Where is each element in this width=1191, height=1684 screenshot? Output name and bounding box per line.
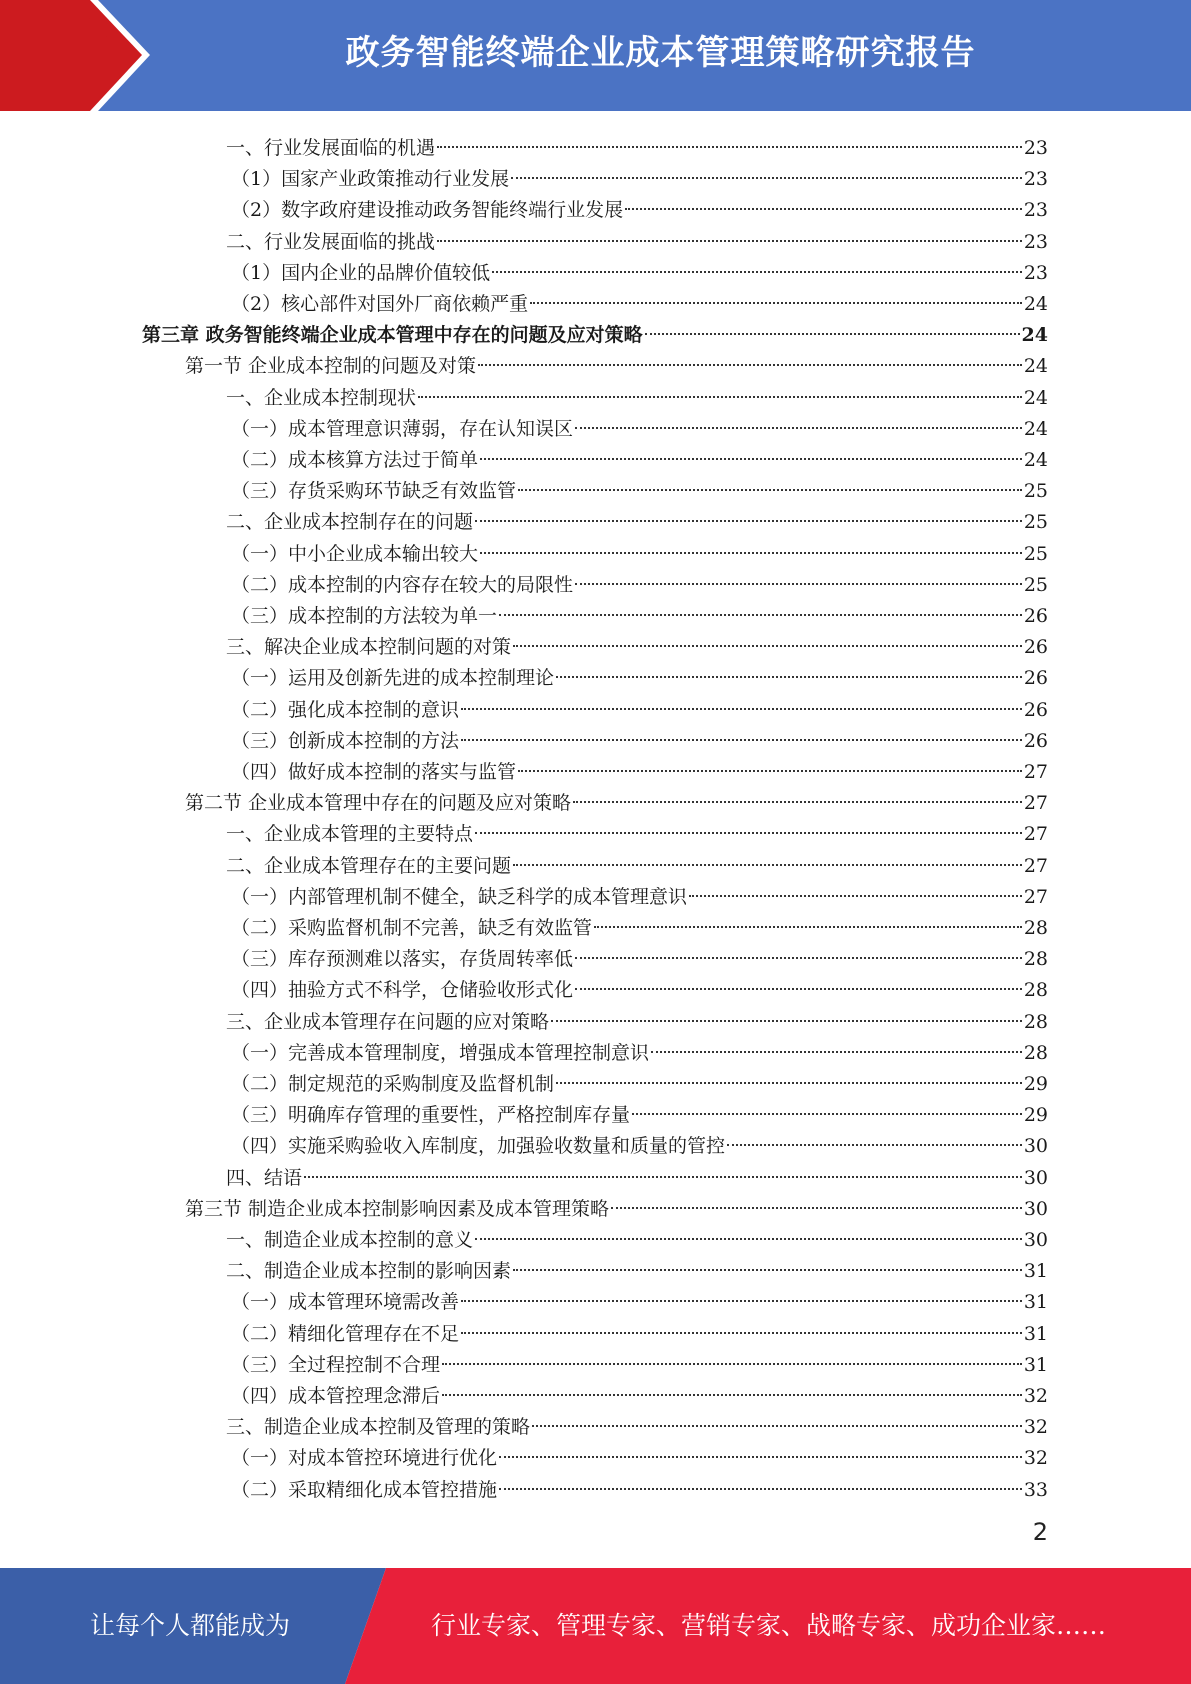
toc-entry-title: 一、制造企业成本控制的意义 (226, 1229, 474, 1251)
toc-leader-dots (594, 902, 1022, 928)
page-header (0, 0, 1191, 111)
toc-entry-page: 23 (1023, 261, 1048, 284)
toc-entry-title: （三）创新成本控制的方法 (231, 729, 460, 752)
toc-entry-page: 24 (1023, 293, 1048, 315)
toc-entry-page: 24 (1023, 417, 1048, 440)
toc-entry-title: 第二节 企业成本管理中存在的问题及应对策略 (185, 792, 572, 815)
toc-entry-title: （四）做好成本控制的落实与监管 (231, 761, 517, 783)
toc-entry-title: （1）国内企业的品牌价值较低 (231, 261, 491, 284)
toc-entry-title: （三）明确库存管理的重要性，严格控制库存量 (231, 1104, 631, 1127)
toc-entry-page: 24 (1023, 449, 1048, 471)
toc-leader-dots (461, 1276, 1022, 1302)
toc-leader-dots (532, 1401, 1022, 1427)
toc-entry-page: 29 (1023, 1073, 1048, 1095)
toc-entry-page: 30 (1023, 1197, 1048, 1220)
toc-leader-dots (513, 621, 1022, 647)
toc-entry-title: 二、行业发展面临的挑战 (226, 230, 436, 253)
toc-leader-dots (513, 840, 1022, 866)
page-number: 2 (1032, 1518, 1048, 1546)
toc-entry-title: （一）成本管理环境需改善 (231, 1291, 460, 1314)
toc-entry-page: 29 (1023, 1104, 1048, 1127)
toc-entry-title: （四）抽验方式不科学，仓储验收形式化 (231, 979, 574, 1002)
toc-entry-title: （二）采购监督机制不完善，缺乏有效监管 (231, 917, 593, 939)
toc-leader-dots (461, 684, 1022, 710)
toc-entry-title: （二）采取精细化成本管控措施 (231, 1478, 498, 1501)
toc-leader-dots (480, 528, 1022, 554)
page-footer (0, 1568, 1191, 1684)
toc-leader-dots (499, 590, 1022, 616)
toc-entry-title: 一、企业成本控制现状 (226, 386, 417, 409)
toc-entry-title: （一）完善成本管理制度，增强成本管理控制意识 (231, 1041, 650, 1064)
toc-entry-title: 第一节 企业成本控制的问题及对策 (185, 355, 477, 378)
toc-entry-page: 26 (1023, 698, 1048, 721)
toc-leader-dots (499, 1432, 1022, 1458)
toc-leader-dots (575, 964, 1022, 990)
toc-entry-title: 二、企业成本控制存在的问题 (226, 511, 474, 534)
toc-leader-dots (632, 1089, 1022, 1115)
toc-leader-dots (556, 1058, 1022, 1084)
toc-entry-title: 第三节 制造企业成本控制影响因素及成本管理策略 (185, 1197, 610, 1220)
toc-entry-page: 30 (1023, 1166, 1048, 1189)
toc-entry-title: （四）成本管控理念滞后 (231, 1385, 441, 1407)
toc-entry-page: 25 (1023, 511, 1048, 534)
toc-entry-page: 31 (1023, 1291, 1048, 1314)
toc-leader-dots (645, 309, 1020, 335)
toc-leader-dots (625, 184, 1022, 210)
toc-leader-dots (492, 247, 1022, 273)
toc-leader-dots (475, 808, 1022, 834)
toc-entry-page: 23 (1023, 230, 1048, 253)
toc-entry-title: 三、企业成本管理存在问题的应对策略 (226, 1010, 550, 1033)
toc-entry-page: 27 (1023, 885, 1048, 908)
toc-leader-dots (611, 1183, 1022, 1209)
toc-leader-dots (575, 559, 1022, 585)
toc-leader-dots (478, 340, 1022, 366)
toc-leader-dots (513, 1245, 1022, 1271)
toc-entry-title: 三、解决企业成本控制问题的对策 (226, 636, 512, 659)
toc-entry-title: （三）存货采购环节缺乏有效监管 (231, 480, 517, 503)
toc-entry-page: 25 (1023, 573, 1048, 596)
toc-entry-title: 二、企业成本管理存在的主要问题 (226, 854, 512, 877)
toc-leader-dots (461, 715, 1022, 741)
footer-slogan-left: 让每个人都能成为 (89, 1611, 290, 1640)
toc-entry-page: 31 (1023, 1353, 1048, 1376)
toc-entry-page: 23 (1023, 199, 1048, 222)
toc-entry-page: 24 (1021, 324, 1048, 347)
toc-entry-page: 27 (1023, 761, 1048, 783)
toc-leader-dots (304, 1152, 1022, 1178)
toc-leader-dots (556, 652, 1022, 678)
toc-leader-dots (437, 122, 1022, 148)
toc-entry-page: 26 (1023, 636, 1048, 659)
toc-entry-page: 30 (1023, 1229, 1048, 1251)
toc-entry-title: （二）精细化管理存在不足 (231, 1322, 460, 1345)
toc-entry-title: （一）中小企业成本输出较大 (231, 542, 479, 565)
toc-entry-page: 32 (1023, 1447, 1048, 1470)
toc-leader-dots (437, 216, 1022, 242)
toc-entry-page: 28 (1023, 1041, 1048, 1064)
toc-entry-title: 二、制造企业成本控制的影响因素 (226, 1260, 512, 1283)
toc-entry-page: 33 (1023, 1478, 1048, 1501)
toc-entry-title: 第三章 政务智能终端企业成本管理中存在的问题及应对策略 (142, 324, 643, 347)
footer-slogan-right: 行业专家、管理专家、营销专家、战略专家、成功企业家…… (430, 1611, 1106, 1640)
toc-entry-page: 28 (1023, 979, 1048, 1002)
toc-leader-dots (418, 372, 1022, 398)
toc-entry-title: （二）成本控制的内容存在较大的局限性 (231, 573, 574, 596)
report-title: 政务智能终端企业成本管理策略研究报告 (345, 33, 976, 73)
toc-entry-title: （二）制定规范的采购制度及监督机制 (231, 1073, 555, 1095)
toc-leader-dots (499, 1464, 1022, 1490)
toc-entry-title: （一）对成本管控环境进行优化 (231, 1447, 498, 1470)
toc-leader-dots (575, 403, 1022, 429)
toc-entry-page: 26 (1023, 667, 1048, 690)
toc-entry-title: 一、企业成本管理的主要特点 (226, 823, 474, 846)
toc-entry-title: 一、行业发展面临的机遇 (226, 137, 436, 159)
toc-entry-page: 23 (1023, 137, 1048, 159)
toc-leader-dots (727, 1120, 1022, 1146)
toc-entry-page: 26 (1023, 729, 1048, 752)
toc-leader-dots (511, 153, 1022, 179)
toc-entry-page: 32 (1023, 1385, 1048, 1407)
toc-entry-page: 27 (1023, 854, 1048, 877)
toc-entry-page: 27 (1023, 823, 1048, 846)
toc-entry-page: 28 (1023, 1010, 1048, 1033)
toc-entry-title: （二）强化成本控制的意识 (231, 698, 460, 721)
toc-entry-title: （二）成本核算方法过于简单 (231, 449, 479, 471)
toc-entry-page: 30 (1023, 1135, 1048, 1158)
toc-entry-page: 26 (1023, 605, 1048, 627)
toc-entry-page: 24 (1023, 355, 1048, 378)
toc-entry-title: （一）运用及创新先进的成本控制理论 (231, 667, 555, 690)
toc-leader-dots (442, 1370, 1022, 1396)
toc-leader-dots (461, 1308, 1022, 1334)
toc-entry-page: 25 (1023, 542, 1048, 565)
toc-entry-title: （一）内部管理机制不健全，缺乏科学的成本管理意识 (231, 885, 688, 908)
toc-leader-dots (530, 278, 1022, 304)
toc-entry-page: 31 (1023, 1322, 1048, 1345)
toc-entry-page: 23 (1023, 168, 1048, 191)
toc-entry[interactable] (231, 1470, 1048, 1501)
toc-leader-dots (551, 996, 1022, 1022)
toc-entry-page: 32 (1023, 1416, 1048, 1439)
toc-entry-title: （四）实施采购验收入库制度，加强验收数量和质量的管控 (231, 1135, 726, 1158)
toc-entry-page: 24 (1023, 386, 1048, 409)
toc-entry-title: （三）成本控制的方法较为单一 (231, 605, 498, 627)
toc-entry-title: （三）全过程控制不合理 (231, 1353, 441, 1376)
toc-entry-page: 28 (1023, 948, 1048, 971)
toc-leader-dots (651, 1027, 1022, 1053)
toc-entry-title: 三、制造企业成本控制及管理的策略 (226, 1416, 531, 1439)
toc-entry-title: （三）库存预测难以落实，存货周转率低 (231, 948, 574, 971)
toc-leader-dots (475, 1214, 1022, 1240)
toc-entry-title: （2）数字政府建设推动政务智能终端行业发展 (231, 199, 624, 222)
toc-leader-dots (573, 777, 1022, 803)
toc-entry-page: 31 (1023, 1260, 1048, 1283)
toc-entry-page: 27 (1023, 792, 1048, 815)
toc-leader-dots (575, 933, 1022, 959)
toc-entry-title: （2）核心部件对国外厂商依赖严重 (231, 293, 529, 315)
toc-leader-dots (480, 434, 1022, 460)
toc-leader-dots (689, 871, 1022, 897)
toc-leader-dots (518, 465, 1022, 491)
toc-leader-dots (518, 746, 1022, 772)
toc-leader-dots (442, 1339, 1022, 1365)
toc-entry-title: （一）成本管理意识薄弱，存在认知误区 (231, 417, 574, 440)
toc-entry-title: 四、结语 (226, 1166, 303, 1189)
toc-leader-dots (475, 496, 1022, 522)
toc-entry-page: 25 (1023, 480, 1048, 503)
toc-entry-title: （1）国家产业政策推动行业发展 (231, 168, 510, 191)
toc-entry-page: 28 (1023, 917, 1048, 939)
